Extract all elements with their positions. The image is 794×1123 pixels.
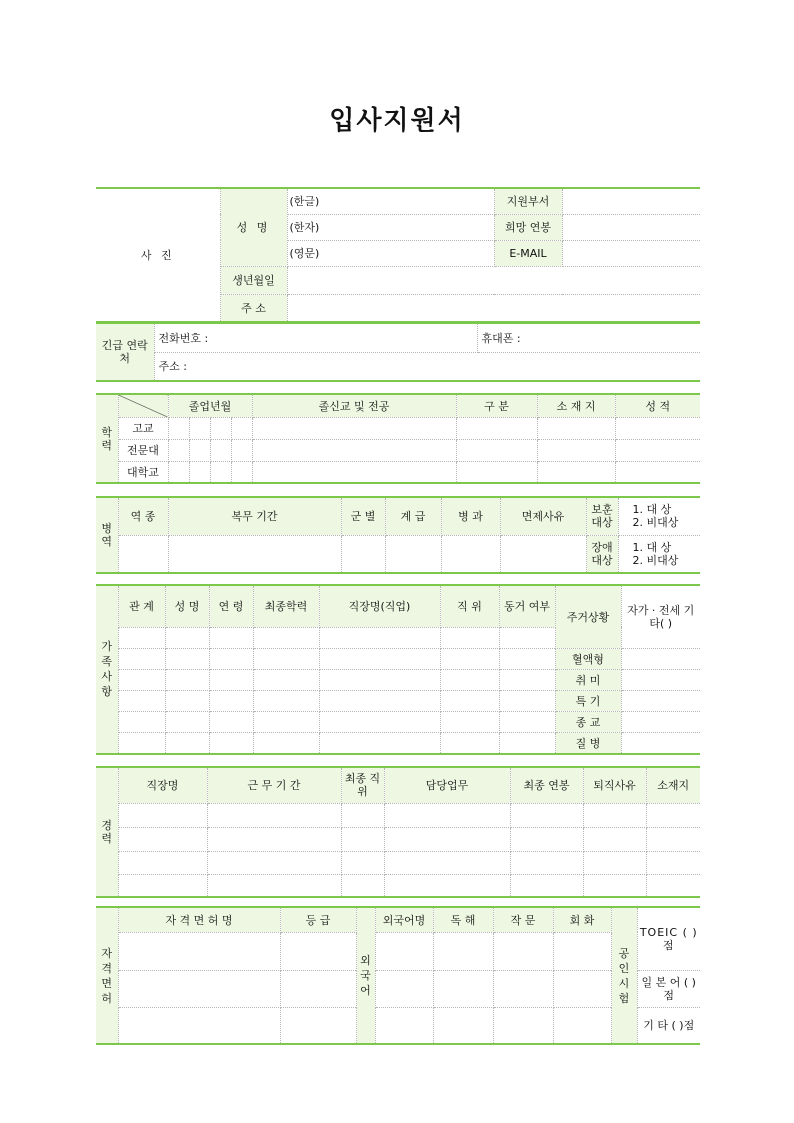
education-section-label: 학력 xyxy=(96,394,118,483)
edu-header-graduation: 졸업년월 xyxy=(168,394,252,417)
edu-cell[interactable] xyxy=(252,439,456,461)
emergency-address-field[interactable]: 주소 : xyxy=(154,352,700,381)
edu-cell[interactable] xyxy=(189,439,210,461)
other-test-score[interactable]: 기 타 ( )점 xyxy=(637,1007,700,1044)
career-cell[interactable] xyxy=(384,874,510,897)
lang-cell[interactable] xyxy=(433,932,493,970)
license-cell[interactable] xyxy=(118,1007,280,1044)
lang-cell[interactable] xyxy=(493,932,553,970)
license-cell[interactable] xyxy=(280,970,356,1007)
fam-cell[interactable] xyxy=(319,648,440,669)
fam-cell[interactable] xyxy=(319,732,440,754)
personal-info-table xyxy=(96,187,700,323)
lang-cell[interactable] xyxy=(375,932,433,970)
career-cell[interactable] xyxy=(646,874,700,897)
fam-cell[interactable] xyxy=(118,732,165,754)
career-header-position: 최종 직위 xyxy=(341,767,384,803)
career-header-duty: 담당업무 xyxy=(384,767,510,803)
edu-header-school: 졸신교 및 전공 xyxy=(252,394,456,417)
edu-cell[interactable] xyxy=(252,461,456,483)
fam-cell[interactable] xyxy=(165,711,209,732)
fam-cell[interactable] xyxy=(118,690,165,711)
license-cell[interactable] xyxy=(118,932,280,970)
career-cell[interactable] xyxy=(646,851,700,874)
lang-cell[interactable] xyxy=(375,1007,433,1044)
edu-cell[interactable] xyxy=(210,439,231,461)
fam-cell[interactable] xyxy=(319,627,440,648)
fam-cell[interactable] xyxy=(209,732,253,754)
license-table xyxy=(96,906,700,1045)
career-cell[interactable] xyxy=(583,803,646,827)
fam-header-position: 직 위 xyxy=(440,585,499,627)
test-section-label: 공인시험 xyxy=(611,907,637,1044)
blood-type-field[interactable] xyxy=(621,648,700,669)
dept-label: 지원부서 xyxy=(494,188,562,214)
veteran-option-yes[interactable]: 1. 대 상 xyxy=(632,503,672,517)
fam-cell[interactable] xyxy=(499,711,555,732)
edu-cell[interactable] xyxy=(456,439,537,461)
fam-cell[interactable] xyxy=(319,711,440,732)
page-title: 입사지원서 xyxy=(329,106,465,136)
mil-header-specialty: 병 과 xyxy=(441,497,500,535)
career-header-location: 소재지 xyxy=(646,767,700,803)
edu-cell[interactable] xyxy=(615,461,700,483)
fam-header-relation: 관 계 xyxy=(118,585,165,627)
edu-cell[interactable] xyxy=(231,417,252,439)
fam-cell[interactable] xyxy=(253,732,319,754)
fam-header-age: 연 령 xyxy=(209,585,253,627)
license-header-name: 자 격 면 허 명 xyxy=(118,907,280,932)
fam-cell[interactable] xyxy=(165,669,209,690)
career-cell[interactable] xyxy=(207,851,341,874)
emergency-mobile-field[interactable]: 휴대폰 : xyxy=(477,323,700,352)
edu-cell[interactable] xyxy=(456,417,537,439)
mil-cell[interactable] xyxy=(500,535,586,573)
career-cell[interactable] xyxy=(646,803,700,827)
mil-cell[interactable] xyxy=(118,535,168,573)
license-cell[interactable] xyxy=(280,932,356,970)
edu-cell[interactable] xyxy=(168,461,189,483)
fam-cell[interactable] xyxy=(118,627,165,648)
education-diagonal-header xyxy=(118,394,168,417)
career-header-reason: 퇴직사유 xyxy=(583,767,646,803)
fam-cell[interactable] xyxy=(165,690,209,711)
lang-cell[interactable] xyxy=(375,970,433,1007)
military-section-label: 병역 xyxy=(96,497,118,573)
fam-cell[interactable] xyxy=(118,711,165,732)
fam-header-job: 직장명(직업) xyxy=(319,585,440,627)
salary-label: 희망 연봉 xyxy=(494,214,562,240)
career-cell[interactable] xyxy=(341,803,384,827)
family-table xyxy=(96,584,700,755)
education-table xyxy=(96,393,700,484)
career-cell[interactable] xyxy=(510,851,583,874)
fam-cell[interactable] xyxy=(209,627,253,648)
fam-cell[interactable] xyxy=(499,690,555,711)
fam-cell[interactable] xyxy=(440,648,499,669)
fam-cell[interactable] xyxy=(209,648,253,669)
mil-header-exemption: 면제사유 xyxy=(500,497,586,535)
career-cell[interactable] xyxy=(118,851,207,874)
fam-cell[interactable] xyxy=(253,711,319,732)
career-cell[interactable] xyxy=(118,827,207,851)
career-cell[interactable] xyxy=(341,827,384,851)
name-label: 성 명 xyxy=(220,188,287,266)
housing-value[interactable]: 자가 · 전세 기타( ) xyxy=(621,585,700,648)
edu-cell[interactable] xyxy=(168,417,189,439)
fam-cell[interactable] xyxy=(499,732,555,754)
fam-cell[interactable] xyxy=(319,669,440,690)
career-header-company: 직장명 xyxy=(118,767,207,803)
emergency-label: 긴급 연락처 xyxy=(96,323,154,381)
career-cell[interactable] xyxy=(207,803,341,827)
fam-cell[interactable] xyxy=(165,732,209,754)
edu-row-label: 대학교 xyxy=(118,461,168,483)
toeic-score[interactable]: TOEIC ( )점 xyxy=(637,907,700,970)
veteran-label: 보훈 대상 xyxy=(586,497,618,535)
mil-cell[interactable] xyxy=(385,535,441,573)
email-field[interactable] xyxy=(562,240,700,266)
career-table xyxy=(96,766,700,898)
fam-cell[interactable] xyxy=(440,627,499,648)
fam-cell[interactable] xyxy=(253,648,319,669)
lang-header-reading: 독 해 xyxy=(433,907,493,932)
blood-type-label: 혈액형 xyxy=(555,648,621,669)
edu-header-grade: 성 적 xyxy=(615,394,700,417)
career-cell[interactable] xyxy=(341,874,384,897)
military-table xyxy=(96,496,700,574)
fam-cell[interactable] xyxy=(165,627,209,648)
edu-cell[interactable] xyxy=(537,461,615,483)
fam-cell[interactable] xyxy=(209,711,253,732)
language-section-label: 외국어 xyxy=(356,907,375,1044)
lang-header-writing: 작 문 xyxy=(493,907,553,932)
career-cell[interactable] xyxy=(510,803,583,827)
veteran-options[interactable] xyxy=(618,497,700,535)
license-cell[interactable] xyxy=(118,970,280,1007)
address-label: 주 소 xyxy=(220,294,287,322)
edu-row-label: 고교 xyxy=(118,417,168,439)
fam-cell[interactable] xyxy=(253,690,319,711)
housing-label: 주거상황 xyxy=(555,585,621,648)
fam-cell[interactable] xyxy=(209,690,253,711)
fam-cell[interactable] xyxy=(253,627,319,648)
mil-header-rank: 계 급 xyxy=(385,497,441,535)
career-cell[interactable] xyxy=(510,874,583,897)
disabled-label: 장애 대상 xyxy=(586,535,618,573)
fam-cell[interactable] xyxy=(440,732,499,754)
mil-cell[interactable] xyxy=(441,535,500,573)
name-hanja-field[interactable]: (한자) xyxy=(287,214,494,240)
skill-label: 특 기 xyxy=(555,690,621,711)
career-cell[interactable] xyxy=(118,874,207,897)
birth-label: 생년월일 xyxy=(220,266,287,294)
edu-cell[interactable] xyxy=(189,417,210,439)
career-section-label: 경력 xyxy=(96,767,118,897)
edu-header-location: 소 재 지 xyxy=(537,394,615,417)
career-cell[interactable] xyxy=(646,827,700,851)
mil-header-branch: 군 별 xyxy=(341,497,385,535)
mil-header-period: 복무 기간 xyxy=(168,497,341,535)
email-label: E-MAIL xyxy=(494,240,562,266)
career-cell[interactable] xyxy=(341,851,384,874)
name-english-field[interactable]: (영문) xyxy=(287,240,494,266)
fam-cell[interactable] xyxy=(499,648,555,669)
license-header-grade: 등 급 xyxy=(280,907,356,932)
edu-cell[interactable] xyxy=(615,417,700,439)
fam-cell[interactable] xyxy=(118,669,165,690)
career-cell[interactable] xyxy=(583,827,646,851)
career-cell[interactable] xyxy=(384,803,510,827)
hobby-field[interactable] xyxy=(621,669,700,690)
career-cell[interactable] xyxy=(207,827,341,851)
name-korean-field[interactable]: (한글) xyxy=(287,188,494,214)
disabled-options[interactable] xyxy=(618,535,700,573)
veteran-option-no[interactable]: 2. 비대상 xyxy=(632,516,679,530)
lang-cell[interactable] xyxy=(493,1007,553,1044)
fam-cell[interactable] xyxy=(440,690,499,711)
fam-cell[interactable] xyxy=(499,627,555,648)
lang-cell[interactable] xyxy=(493,970,553,1007)
religion-label: 종 교 xyxy=(555,711,621,732)
salary-field[interactable] xyxy=(562,214,700,240)
lang-header-name: 외국어명 xyxy=(375,907,433,932)
fam-header-cohabit: 동거 여부 xyxy=(499,585,555,627)
career-cell[interactable] xyxy=(207,874,341,897)
fam-cell[interactable] xyxy=(165,648,209,669)
religion-field[interactable] xyxy=(621,711,700,732)
mil-cell[interactable] xyxy=(168,535,341,573)
career-cell[interactable] xyxy=(510,827,583,851)
edu-cell[interactable] xyxy=(231,461,252,483)
fam-header-education: 최종학력 xyxy=(253,585,319,627)
fam-cell[interactable] xyxy=(440,711,499,732)
edu-cell[interactable] xyxy=(537,439,615,461)
fam-cell[interactable] xyxy=(118,648,165,669)
edu-cell[interactable] xyxy=(615,439,700,461)
edu-header-type: 구 분 xyxy=(456,394,537,417)
edu-row-label: 전문대 xyxy=(118,439,168,461)
address-field[interactable] xyxy=(287,294,700,322)
lang-cell[interactable] xyxy=(433,970,493,1007)
hobby-label: 취 미 xyxy=(555,669,621,690)
mil-cell[interactable] xyxy=(341,535,385,573)
emergency-table xyxy=(96,322,700,382)
lang-cell[interactable] xyxy=(553,970,611,1007)
license-cell[interactable] xyxy=(280,1007,356,1044)
fam-cell[interactable] xyxy=(209,669,253,690)
edu-cell[interactable] xyxy=(210,417,231,439)
birth-field[interactable] xyxy=(287,266,700,294)
edu-cell[interactable] xyxy=(537,417,615,439)
fam-cell[interactable] xyxy=(253,669,319,690)
lang-cell[interactable] xyxy=(433,1007,493,1044)
dept-field[interactable] xyxy=(562,188,700,214)
career-cell[interactable] xyxy=(583,874,646,897)
license-section-label: 자격면허 xyxy=(96,907,118,1044)
edu-cell[interactable] xyxy=(210,461,231,483)
disease-field[interactable] xyxy=(621,732,700,754)
fam-cell[interactable] xyxy=(499,669,555,690)
japanese-score[interactable]: 일 본 어 ( )점 xyxy=(637,970,700,1007)
disabled-option-yes[interactable]: 1. 대 상 xyxy=(632,540,672,554)
fam-cell[interactable] xyxy=(440,669,499,690)
edu-cell[interactable] xyxy=(168,439,189,461)
lang-header-speaking: 회 화 xyxy=(553,907,611,932)
lang-cell[interactable] xyxy=(553,932,611,970)
emergency-phone-field[interactable]: 전화번호 : xyxy=(154,323,477,352)
disease-label: 질 병 xyxy=(555,732,621,754)
disabled-option-no[interactable]: 2. 비대상 xyxy=(632,553,679,567)
edu-cell[interactable] xyxy=(252,417,456,439)
fam-header-name: 성 명 xyxy=(165,585,209,627)
career-cell[interactable] xyxy=(384,827,510,851)
career-cell[interactable] xyxy=(118,803,207,827)
lang-cell[interactable] xyxy=(553,1007,611,1044)
family-section-label: 가족사항 xyxy=(96,585,118,754)
edu-cell[interactable] xyxy=(456,461,537,483)
career-header-period: 근 무 기 간 xyxy=(207,767,341,803)
edu-cell[interactable] xyxy=(189,461,210,483)
career-header-salary: 최종 연봉 xyxy=(510,767,583,803)
photo-box[interactable]: 사 진 xyxy=(96,188,220,322)
mil-header-type: 역 종 xyxy=(118,497,168,535)
edu-cell[interactable] xyxy=(231,439,252,461)
career-cell[interactable] xyxy=(384,851,510,874)
fam-cell[interactable] xyxy=(319,690,440,711)
career-cell[interactable] xyxy=(583,851,646,874)
skill-field[interactable] xyxy=(621,690,700,711)
